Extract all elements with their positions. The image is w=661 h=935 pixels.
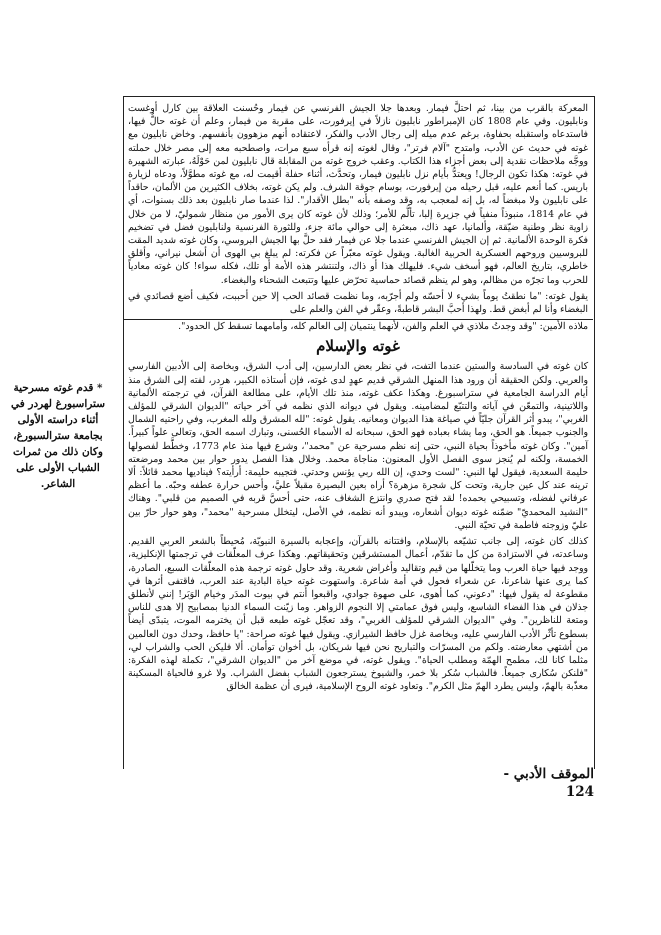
article-body <box>128 102 588 697</box>
paragraph-arabic-poetry: كذلك كان غوته، إلى جانب تشيّعه بالإسلام، وافتتانه بالقرآن، وإعجابه بالسيرة النبويّة، مُحيطاً بالشعر العربي القديم. وساعدته، في الاستزادة من كل ما تقدّم، أعمال المستشرقين وتحقيقاتهم. وهكذا عرف المعلّقات في ترجمتها الإنكليزية، ووجد فيها حياة العرب وما يتخلّلها من قيم وتقاليد وأغراض شعرية. وقد حاول غوته ترجمة هذه المعلّقات السبع، الصادرة، كما يرى عنها شاعرنا، عن شعراء فحول في أمة شاعرة. واستهوت غوته حياة البادية عند العرب، فاقتفى أثرها في مقطوعة له يقول فيها: "دعوني، كما أهوى، على صهوة جوادي، واقبعوا أنتم في بيوت المدَر وخيام الوَبَر! إنني لأنطلق جذلان في هذا الفضاء الشاسع، وليس فوق عمامتي إلا النجوم الزواهر. وما زيّنت السماء الدنيا بمصابيح إلا هدى للناس ومتعة للناظرين". وفي "الديوان الشرقي للمؤلف الغربي"، وقد تعجّل غوته طبعه قبل أن يخترمه الموت، يتبدّى أيضاً بسطوع تأثّر الأدب الفارسي عليه، وبخاصة غزل حافظ الشيرازي. ويقول فيها غوته صراحة: "يا حافظ، وحدك دون العالمين من أشتهي معارضته. ولكم من المسرّات والتباريح نحن فيها شريكان، بل أخوان توأمان. ألا فليكن الحب والشراب لي، مثلما كانا لك، مطمح الهمّة ومطلب الحياة". ويقول غوته، في موضع آخر من "الديوان الشرقي"، تكملة لهذه الفكرة: "فلنكن سُكارى جميعاً. فالشباب سُكر بلا خمر، والشيوخ يسترجعون الشباب بفضل الشراب. ولا غرو فالحياة المسكينة معذّبة بالهمّ، وليس يطرد الهمّ مثل الكرم". وتعاود غوته الروح الإسلامية، فيرى أن عظمة الخالق <box>128 536 588 693</box>
page-footer: الموقف الأدبي - 124 <box>503 766 594 800</box>
section-title: غوته والإسلام <box>316 337 400 356</box>
paragraph-goethe-quote: يقول غوته: "ما نطقتُ يوماً بشيء لا أحسّه ولم أجرّبه، وما نظمت قصائد الحب إلا حين أحببت، فكيف أضع قصائدي في البغضاء وأنا لم أبغض قط. ولهذا أحبَّ البشر قاطبةً، وعقّر في الفن والعلم على <box>128 290 588 316</box>
quote-line: ملاذه الأمين: "وقد وجدتُ ملاذي في العلم والفن، لأنهما ينتميان إلى العالم كله، وأمامهما تسقط كل الحدود". <box>178 321 588 333</box>
paragraph-napoleon: المعركة بالقرب من بينا، ثم احتلَّ فيمار. وبعدها جلا الجيش الفرنسي عن فيمار وحُسنت العلاقة بين كارل أوغست ونابليون. وفي عام 1808 كان الإمبراطور نابليون نازلاً في إيرفورت، على مقربة من فيمار، وعلم أن غوته حالٌّ فيها، فاستدعاه واستقبله بحفاوة، برغم عدم ميله إلى رجال الأدب والفكر، لاعتقاده أنهم مزهوون بأنفسهم. وخاض نابليون مع غوته في حديث عن الأدب، وامتدح "آلام فرتر"، وقال لغوته إنه قرأه سبع مرات، واصطحبه معه إلى مصر خلال حملته ووجَّه ملاحظات نقدية إلى بعض أجزاء هذا الكتاب. وعقب خروج غوته من المقابلة قال نابليون لمن حَوْلَهُ، عبارته الشهيرة في غوته: هكذا تكون الرجال! ويعتدُّ بأيام نزل نابليون فيمار، وتحدَّث، أثناء حفلة أقيمت له، مع غوته مطوَّلاً، ودعاه لزيارة باريس. كما أنعم عليه، قبل رحيله من إيرفورت، بوسام جوقة الشرف. ولم يكن غوته، بخلاف الكثيرين من الألمان، حاقداً على نابليون ولا مبغضاً له، بل إنه لمعجب به، وقد وصفه بأنه "بطل الأقدار". لذا عندما صار نابليون بعد ذلك بسنوات، أي في عام 1814، منبوذاً منفياً في جزيرة إلبا، تألَّم للأمر؛ وذلك لأن غوته كان يرى الأمور من منظار شموليّ، لا من خلال زاوية نظر وطنية ضيّقة، وألمانيا، عهد ذاك، مبعثرة إلى حوالي مائة جزء، وللثورة الفرنسية ولنابليون فضل في تضخيم فكرة الوحدة الألمانية. ثم إن الجيش الفرنسي عندما جلا عن فيمار فقد حلَّ بها الجيش البروسي، وكان غوته شديد المقت للبروسيين وروحهم العسكرية الحربية الغالبة. ويقول غوته معبّراً عن فكرته: لم يبلغ بي الهوى أن أشعل نيراني، وأقلق خاطري، بتاريخ العالم، فهو أسخف شيء. فليهلك هذا أو ذاك، ولتنتشر هذه الأمة أو تلك، فكله سواء! كان غوته معادياً للحرب وما تجرّه من مظالم، وهو لم ينظم قصائد حماسية تحرّض عليها وتتبعث الشحناء والبغضاء. <box>128 103 589 286</box>
paragraph-goethe-islam: كان غوته في السادسة والستين عندما التفت، في نظر بعض الدارسين، إلى أدب الشرق، وبخاصة إلى الأدبين الفارسي والعربي. ولكن الحقيقة أن ورود هذا المنهل الشرقي قديم عهدٍ لدى غوته، فإن أستاذه الكبير، هردر، لفته إلى الشرق منذ أيام الدراسة الجامعية في ستراسبورغ. وهكذا عكف غوته، منذ تلك الأيام، على مطالعة القرآن، في ترجمته الألمانية واللاتينية، والتمعّن في آياته والتتبّع لمضامينه. ويقول في ديوانه الذي نظمه في آخر حياته "الديوان الشرقي للمؤلف الغربي"، يبدو أثر القرآن جليّاً في صياغة هذا الديوان ومعانيه. يقول غوته: "لله المشرق ولله المغرب، وفي راحتيه الشمال والجنوب جميعاً. هو الحق، وما يشاء بعباده فهو الحق، سبحانه له الأسماء الحُسنى، وتبارك اسمه الحق، وتعالى علواً كبيراً. آمين". وكان غوته مأخوذاً بحياة النبي، حتى إنه نظم مسرحية عن "محمد"، وشرع فيها منذ عام 1773، وخطَّط لفصولها الخمسة، ولكنه لم يُنجز سوى الفصل الأول المعنون: مناجاة محمد. وخلال هذا الفصل يدور حوار بين محمد ومرضعته حليمة السعدية، فيقول لها النبي: "لست وحدي، إن الله ربي يؤنس وحدتي. فتجيبه حليمة: أرأيته؟ فيناديها محمد قائلاً: ألا ترينه عند كل عين جارية، وتحت كل شجرة مزهرة؟ أراه بعين البصيرة مقبلاً عليَّ، وأحس حرارة عطفه وحبّه. ما أعظم عرفاني لفضله، وتسبيحي بحمده! لقد فتح صدري وانتزع الشغاف عنه، حتى أحسَّ قربه في الصميم من قلبي". وهناك "النشيد المحمديّ" ضمّنه غوته ديوان أشعاره، ويبدو أنه نظمه، في الأصل، ليتخلل مسرحية "محمد"، وهو حوار حارّ بين عليّ وزوجته فاطمة في تحيّة النبي. <box>128 361 588 531</box>
side-footnote: * قدم غوته مسرحية ستراسبورغ لهردر في أثناء دراسته الأولى بجامعة سترالسبورغ، وكان ذلك من ثمرات الشباب الأولى على الشاعر. <box>10 382 106 490</box>
